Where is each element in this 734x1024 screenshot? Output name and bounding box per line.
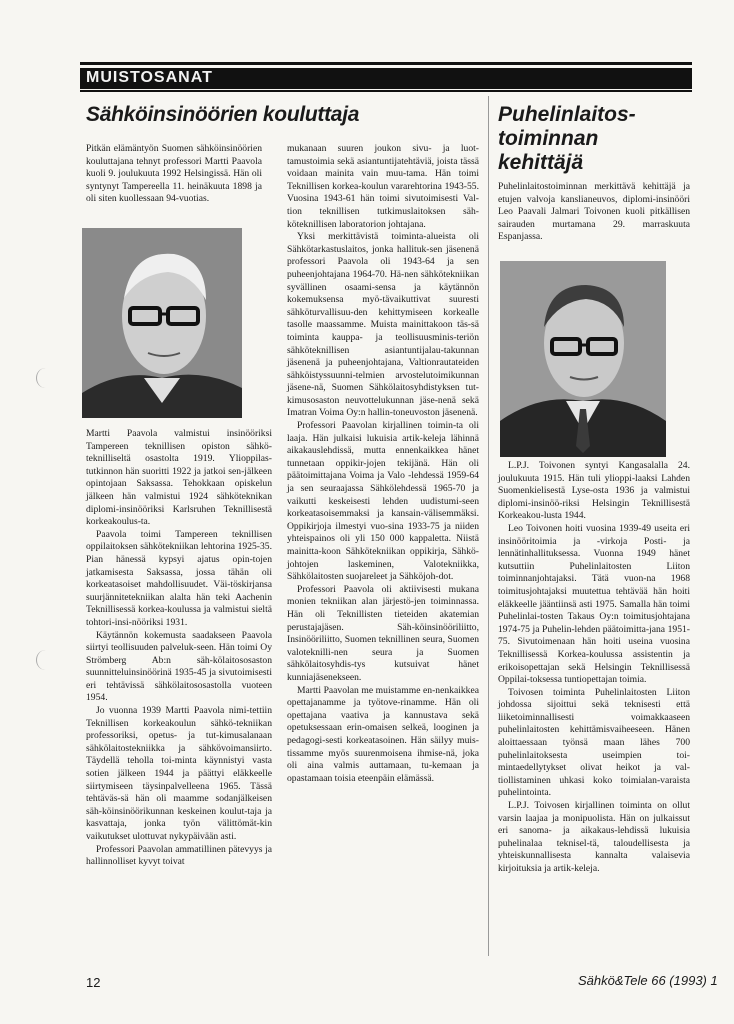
magazine-issue: Sähkö&Tele 66 (1993) 1 [578, 973, 718, 988]
article1-col2-p4: Professori Paavola oli aktiivisesti mukana monien tekniikan alan järjestö-jen toiminnassa. Hän oli Teknillisten tieteiden akatemian perustajajäsen. Säh-köinsinööriliitto, Insinööriliitto, Suomen teknillinen seura, Suomen valoteknilli-nen seura ja Suomen sähkölaitosyhdis-tys kutsuivat hänet kunniajäsenekseen. [287, 583, 479, 683]
article2-p4: L.P.J. Toivosen kirjallinen toiminta on ollut varsin laajaa ja monipuolista. Hän on julkaissut eri sanoma- ja aikakaus-lehdissä lukuisia puhelinalaa teknisel-tä, taloudellisesta ja yhteiskunnallisesta kannalta valaisevia kirjoituksia ja artik-keleja. [498, 800, 690, 874]
article2-intro [498, 181, 690, 244]
column-divider [488, 96, 489, 956]
page-number: 12 [86, 975, 101, 990]
section-banner [80, 68, 692, 89]
article2-p3: Toivosen toiminta Puhelinlaitosten Liiton johdossa sijoittui sekä teknisesti että liiketoiminnallisesti voimakkaaseen puhelinlaitosten kehittämisvaiheeseen. Hänen aloittaessaan työnsä maan lähes 700 puhelinlaitoksesta useimpien toi-mintaedellytykset olivat heikot ja val-tiollistaminen uhkasi koko toimialan-varaista puhelintointa. [498, 686, 690, 799]
article1-intro-text: Pitkän elämäntyön Suomen sähköinsinöörien kouluttajana tehnyt professori Martti Paavola kuoli 9. joulukuuta 1992 Helsingissä. Hän oli syntynyt Tampereella 11. heinäkuuta 1898 ja oli siten kuollessaan 94-vuotias. [86, 143, 262, 205]
article1-col1-p3: Käytännön kokemusta saadakseen Paavola siirtyi teollisuuden palveluk-seen. Hän toimi Oy Strömberg Ab:n säh-kölaitososaston suunnitteluinsinöörinä 1935-45 ja sivutoimisesti eri tehtävissä sähkölaitososastolla vuoteen 1954. [86, 629, 272, 704]
punch-hole-mark [36, 650, 55, 670]
portrait-photo-toivonen [500, 261, 666, 457]
article1-intro [86, 143, 262, 206]
article1-col1-p2: Paavola toimi Tampereen teknillisen oppilaitoksen sähkötekniikan lehtorina 1925-35. Pian hänessä kypsyi ajatus opin-tojen jatkamisesta Saksassa, jossa tähän oli korkeatasoiset mahdollisuudet. Väi-töskirjansa suurjännitetekniikan alalta hän teki Aachenin Teknillisessä korkea-koulussa ja valmistui sieltä tohtori-insi-nööriksi 1931. [86, 528, 272, 628]
article1-headline: Sähköinsinöörien kouluttaja [86, 103, 360, 126]
article2-p2: Leo Toivonen hoiti vuosina 1939-49 useita eri insinööritoimia ja -virkoja Posti- ja lennätinhallituksessa. Vuonna 1949 hänet kutsuttiin Puhelinlaitosten Liiton toiminnanjohtajaksi. Tätä vuon-na 1968 toimitusjohtajaksi muutettua tehtävää hän hoiti eläkkeelle jääntiinsä asti 1975. Samalla hän toimi Puhelinlai-tosten Takaus Oy:n toimitusjohtajana 1974-75 ja Puhelin-lehden päätoimitta-jana 1951-75. Sivutoimenaan hän hoiti useina vuosina Teknillisessä Korkea-koulussa assistentin ja erikoisopettajan sekä Helsingin Teknillisessä Oppilai-toksessa tuntiopettajan toimia. [498, 522, 690, 686]
banner-rule [80, 90, 692, 92]
article1-col1-p1: Martti Paavola valmistui insinööriksi Tampereen teknillisen opiston sähkö-teknilliseltä osastolta 1919. Ylioppilas-tutkinnon hän suoritti 1922 ja jatkoi sen-jälkeen opintojaan Saksassa. Tehokkaan opiskelun jälkeen hän valmistui 1924 sähköteknikan diplomi-insinööriksi Karlsruhen Teknillisestä korkeakoulus-ta. [86, 428, 272, 528]
article1-column2 [287, 143, 479, 785]
article1-column1 [86, 428, 272, 869]
top-rule [80, 62, 692, 65]
article1-col2-p3: Professori Paavolan kirjallinen toimin-ta oli laaja. Hän julkaisi lukuisia artik-keleja lähinnä aikakauslehdissä, mutta ennenkaikkea hänet tunnetaan oppikir-jojen tekijänä. Hän oli päätoimittajana Voima ja Valo -lehdessä 1959-64 ja sen seuraajassa Sähkölehdessä 1965-70 ja vaikutti keskeisesti lehden uudistumi-seen korkeatasoisemmaksi ja kansain-välisemmäksi. Oppikirjoja ilmestyi vuo-sina 1933-75 ja niiden yhteispainos oli yli 150 000 kappaletta. Niistä mainitta-koon Sähkötekniikan oppikirja, Sähkö-johtojen laskeminen, Valotekniikka, Sähkölaitosten suojareleet ja Sähköjoh-dot. [287, 420, 479, 583]
section-label: MUISTOSANAT [86, 69, 213, 86]
portrait-photo-paavola [82, 228, 242, 418]
article2-p1: L.P.J. Toivonen syntyi Kangasalalla 24. joulukuuta 1915. Hän tuli ylioppi-laaksi Lahden Suomenkielisestä Lyse-osta 1936 ja valmistui diplomi-insinöö-riksi Helsingin Teknillisestä Korkeakou-lusta 1944. [498, 460, 690, 522]
article1-col1-p5: Professori Paavolan ammatillinen pätevyys ja hallinnolliset kyvyt toivat [86, 843, 272, 868]
article1-col2-p2: Yksi merkittävistä toiminta-alueista oli Sähkötarkastuslaitos, jonka hallituk-sen jäsenenä professori Paavola oli 1943-64 ja sen puheenjohtajana 1964-70. Hä-nen sähkötekniikan syvällinen osaami-sensa ja käytännön kokemuksensa myö-tävaikuttivat suuresti sähköturvallisuu-den kehittymiseen korkealle tasolle maassamme. Muista mainittakoon täs-sä toiminta kauppa- ja teollisuusminis-teriön sähköteknillisen asiantuntijalau-takunnan jäsenenä ja puheenjohtajana, Valtionrautateiden sähköistyssuunni-telmien arvostelutoimikunnan jäsene-nä, Suomen Sähkölaitosyhdistyksen tut-kimusosaston neuvottelukunnan jäse-nenä sekä Imatran Voima Oy:n hallin-toneuvoston jäsenenä. [287, 231, 479, 419]
article2-intro-text: Puhelinlaitostoiminnan merkittävä kehittäjä ja etujen valvoja kanslianeuvos, diplomi-insinööri Leo Paavali Jalmari Toivonen kuoli pitkällisen sairauden murtamana 29. marraskuuta Espanjassa. [498, 181, 690, 243]
punch-hole-mark [36, 368, 55, 388]
article2-body [498, 460, 690, 876]
article2-headline: Puhelinlaitos-toiminnan kehittäjä [498, 103, 636, 174]
article1-col1-p4: Jo vuonna 1939 Martti Paavola nimi-tettiin Teknillisen korkeakoulun sähkö-tekniikan professoriksi, opetus- ja tut-kimusalanaan sähkölaitostekniikka ja sähkövoimansiirto. Täydellä teholla toi-minta käynnistyi vasta sotien jälkeen 1944 ja päättyi eläkkeelle siirtymiseen täysinpalvelleena 1965. Tässä tehtäväs-sä hän oli maamme sodanjälkeisen säh-köinsinöörikunnan keskeinen koulut-taja ja kasvattaja, jonka työn välittömät-kin vaikutukset ulottuvat nykypäivään asti. [86, 705, 272, 842]
article1-col2-p1: mukanaan suuren joukon sivu- ja luot-tamustoimia sekä asiantuntijatehtäviä, joista tässä voidaan mainita vain muu-tama. Hän toimi Teknillisen korkea-koulun vararehtorina 1943-55. Vuosina 1943-61 hän toimi sivutoimisesti Val-tion teknillisen tutkimuslaitoksen säh-köteknillisen laboratorion johtajana. [287, 143, 479, 230]
article1-col2-p5: Martti Paavolan me muistamme en-nenkaikkea opettajanamme ja työtove-rinamme. Hän oli opettajana vaativa ja kannustava sekä opetuksessaan erin-omaisen selkeä, looginen ja pedagogi-sesti korkeatasoinen. Hän säilyy muis-tissamme myös suurenmoisena ihmise-nä, joka oli aina valmis auttamaan, tu-kemaan ja opastamaan toisia eteenpäin elämässä. [287, 684, 479, 784]
